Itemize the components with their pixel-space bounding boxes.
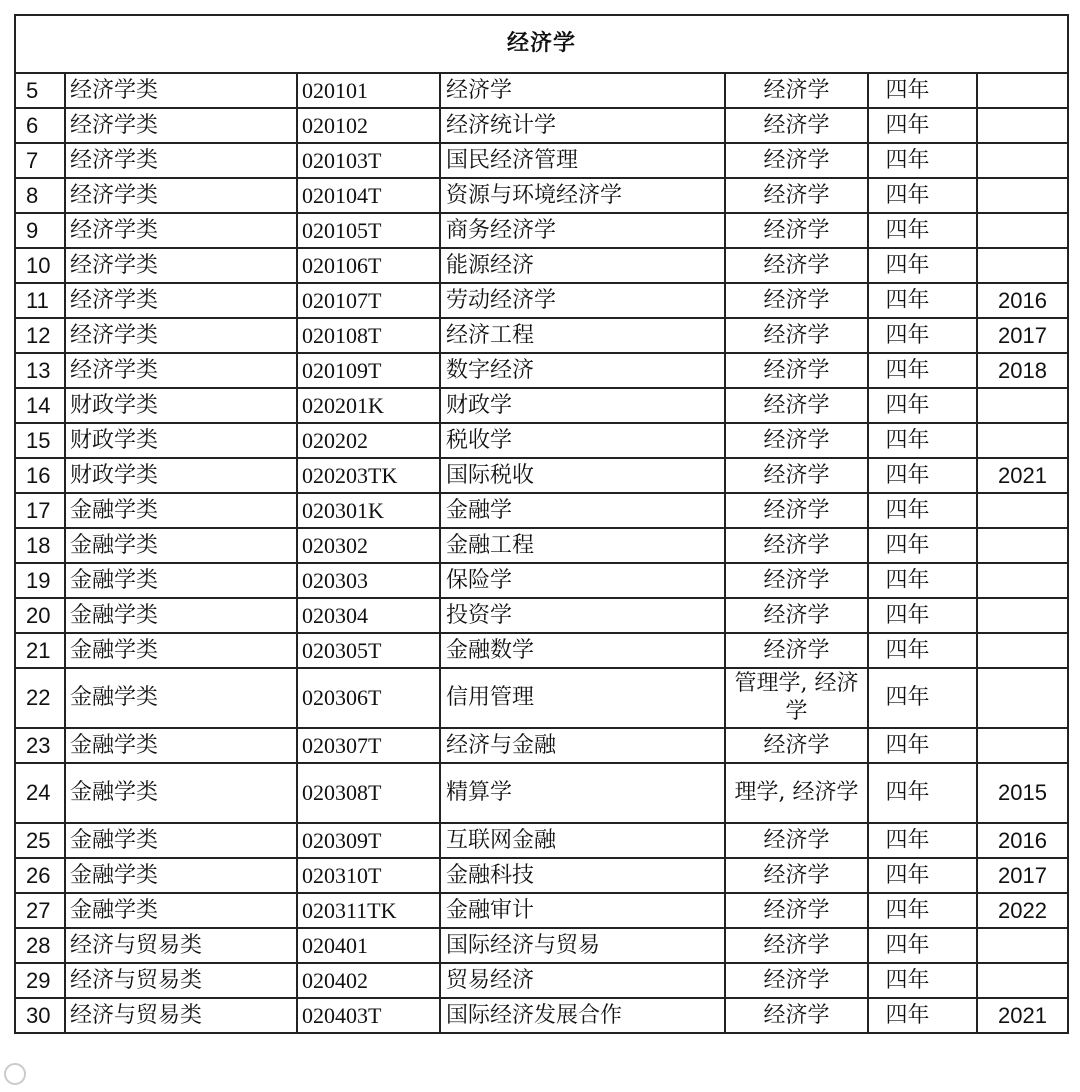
row-number: 7 (15, 143, 65, 178)
row-number: 13 (15, 353, 65, 388)
degree-cell: 经济学 (725, 563, 868, 598)
row-number: 16 (15, 458, 65, 493)
code-cell: 020301K (297, 493, 440, 528)
table-row (15, 858, 1068, 893)
row-number: 9 (15, 213, 65, 248)
row-number: 23 (15, 728, 65, 763)
year-added-cell (977, 423, 1068, 458)
degree-cell: 经济学 (725, 213, 868, 248)
code-cell: 020109T (297, 353, 440, 388)
year-added-cell: 2018 (977, 353, 1068, 388)
category-cell: 金融学类 (65, 893, 297, 928)
row-number: 6 (15, 108, 65, 143)
degree-cell: 经济学 (725, 388, 868, 423)
major-name-cell: 国际经济与贸易 (440, 928, 725, 963)
table-row (15, 493, 1068, 528)
major-name-cell: 信用管理 (440, 668, 725, 728)
category-cell: 金融学类 (65, 493, 297, 528)
category-cell: 金融学类 (65, 823, 297, 858)
category-cell: 经济学类 (65, 318, 297, 353)
category-cell: 金融学类 (65, 598, 297, 633)
row-number: 12 (15, 318, 65, 353)
duration-cell: 四年 (868, 353, 977, 388)
category-cell: 金融学类 (65, 668, 297, 728)
degree-cell: 经济学 (725, 728, 868, 763)
major-name-cell: 保险学 (440, 563, 725, 598)
table-row (15, 283, 1068, 318)
category-cell: 经济学类 (65, 73, 297, 108)
table-row (15, 893, 1068, 928)
code-cell: 020101 (297, 73, 440, 108)
row-number: 30 (15, 998, 65, 1033)
category-cell: 金融学类 (65, 728, 297, 763)
code-cell: 020202 (297, 423, 440, 458)
duration-cell: 四年 (868, 423, 977, 458)
degree-cell: 理学, 经济学 (725, 763, 868, 823)
major-name-cell: 经济工程 (440, 318, 725, 353)
duration-cell: 四年 (868, 763, 977, 823)
degree-cell: 经济学 (725, 598, 868, 633)
major-name-cell: 金融工程 (440, 528, 725, 563)
year-added-cell (977, 248, 1068, 283)
table-row (15, 388, 1068, 423)
row-number: 18 (15, 528, 65, 563)
major-name-cell: 金融学 (440, 493, 725, 528)
year-added-cell (977, 493, 1068, 528)
table-row (15, 353, 1068, 388)
table-row (15, 668, 1068, 728)
duration-cell: 四年 (868, 73, 977, 108)
row-number: 22 (15, 668, 65, 728)
code-cell: 020201K (297, 388, 440, 423)
major-name-cell: 税收学 (440, 423, 725, 458)
row-number: 29 (15, 963, 65, 998)
table-row (15, 563, 1068, 598)
category-cell: 财政学类 (65, 458, 297, 493)
duration-cell: 四年 (868, 563, 977, 598)
major-name-cell: 能源经济 (440, 248, 725, 283)
row-number: 25 (15, 823, 65, 858)
watermark (4, 1060, 32, 1085)
duration-cell: 四年 (868, 143, 977, 178)
code-cell: 020304 (297, 598, 440, 633)
table-row (15, 823, 1068, 858)
code-cell: 020401 (297, 928, 440, 963)
degree-cell: 管理学, 经济学 (725, 668, 868, 728)
table-row (15, 928, 1068, 963)
duration-cell: 四年 (868, 598, 977, 633)
row-number: 24 (15, 763, 65, 823)
code-cell: 020302 (297, 528, 440, 563)
category-cell: 经济学类 (65, 143, 297, 178)
year-added-cell: 2021 (977, 998, 1068, 1033)
duration-cell: 四年 (868, 668, 977, 728)
code-cell: 020108T (297, 318, 440, 353)
category-cell: 金融学类 (65, 763, 297, 823)
major-name-cell: 劳动经济学 (440, 283, 725, 318)
majors-table (14, 14, 1069, 1034)
row-number: 28 (15, 928, 65, 963)
year-added-cell: 2021 (977, 458, 1068, 493)
code-cell: 020203TK (297, 458, 440, 493)
code-cell: 020311TK (297, 893, 440, 928)
table-row (15, 633, 1068, 668)
category-cell: 经济学类 (65, 353, 297, 388)
row-number: 17 (15, 493, 65, 528)
year-added-cell (977, 213, 1068, 248)
degree-cell: 经济学 (725, 633, 868, 668)
duration-cell: 四年 (868, 248, 977, 283)
duration-cell: 四年 (868, 823, 977, 858)
row-number: 5 (15, 73, 65, 108)
table-row (15, 108, 1068, 143)
table-row (15, 963, 1068, 998)
table-row (15, 528, 1068, 563)
code-cell: 020105T (297, 213, 440, 248)
degree-cell: 经济学 (725, 893, 868, 928)
table-row (15, 998, 1068, 1033)
category-cell: 经济学类 (65, 178, 297, 213)
category-cell: 经济学类 (65, 108, 297, 143)
degree-cell: 经济学 (725, 858, 868, 893)
table-row (15, 728, 1068, 763)
row-number: 20 (15, 598, 65, 633)
degree-cell: 经济学 (725, 178, 868, 213)
code-cell: 020305T (297, 633, 440, 668)
table-row (15, 73, 1068, 108)
row-number: 14 (15, 388, 65, 423)
table-row (15, 178, 1068, 213)
code-cell: 020309T (297, 823, 440, 858)
table-row (15, 763, 1068, 823)
major-name-cell: 数字经济 (440, 353, 725, 388)
degree-cell: 经济学 (725, 108, 868, 143)
table-title: 经济学 (15, 15, 1068, 73)
category-cell: 财政学类 (65, 388, 297, 423)
degree-cell: 经济学 (725, 318, 868, 353)
degree-cell: 经济学 (725, 928, 868, 963)
code-cell: 020310T (297, 858, 440, 893)
degree-cell: 经济学 (725, 353, 868, 388)
row-number: 21 (15, 633, 65, 668)
row-number: 27 (15, 893, 65, 928)
code-cell: 020104T (297, 178, 440, 213)
year-added-cell (977, 598, 1068, 633)
duration-cell: 四年 (868, 493, 977, 528)
year-added-cell: 2022 (977, 893, 1068, 928)
category-cell: 经济与贸易类 (65, 928, 297, 963)
year-added-cell (977, 668, 1068, 728)
major-name-cell: 金融科技 (440, 858, 725, 893)
code-cell: 020306T (297, 668, 440, 728)
year-added-cell (977, 928, 1068, 963)
year-added-cell (977, 728, 1068, 763)
category-cell: 金融学类 (65, 633, 297, 668)
year-added-cell (977, 963, 1068, 998)
major-name-cell: 经济学 (440, 73, 725, 108)
code-cell: 020308T (297, 763, 440, 823)
row-number: 10 (15, 248, 65, 283)
code-cell: 020307T (297, 728, 440, 763)
degree-cell: 经济学 (725, 493, 868, 528)
major-name-cell: 金融数学 (440, 633, 725, 668)
major-name-cell: 互联网金融 (440, 823, 725, 858)
duration-cell: 四年 (868, 108, 977, 143)
code-cell: 020102 (297, 108, 440, 143)
year-added-cell (977, 388, 1068, 423)
duration-cell: 四年 (868, 998, 977, 1033)
degree-cell: 经济学 (725, 143, 868, 178)
duration-cell: 四年 (868, 728, 977, 763)
table-row (15, 598, 1068, 633)
category-cell: 金融学类 (65, 858, 297, 893)
degree-cell: 经济学 (725, 73, 868, 108)
duration-cell: 四年 (868, 283, 977, 318)
year-added-cell: 2017 (977, 318, 1068, 353)
major-name-cell: 国民经济管理 (440, 143, 725, 178)
degree-cell: 经济学 (725, 823, 868, 858)
year-added-cell (977, 108, 1068, 143)
year-added-cell: 2015 (977, 763, 1068, 823)
category-cell: 金融学类 (65, 528, 297, 563)
year-added-cell (977, 178, 1068, 213)
degree-cell: 经济学 (725, 283, 868, 318)
duration-cell: 四年 (868, 213, 977, 248)
code-cell: 020403T (297, 998, 440, 1033)
table-row (15, 213, 1068, 248)
major-name-cell: 经济与金融 (440, 728, 725, 763)
table-row (15, 458, 1068, 493)
degree-cell: 经济学 (725, 248, 868, 283)
category-cell: 经济学类 (65, 248, 297, 283)
major-name-cell: 精算学 (440, 763, 725, 823)
year-added-cell: 2016 (977, 283, 1068, 318)
degree-cell: 经济学 (725, 423, 868, 458)
year-added-cell (977, 563, 1068, 598)
table-row (15, 318, 1068, 353)
degree-cell: 经济学 (725, 998, 868, 1033)
code-cell: 020402 (297, 963, 440, 998)
major-name-cell: 经济统计学 (440, 108, 725, 143)
watermark-logo-icon (4, 1063, 26, 1085)
category-cell: 经济与贸易类 (65, 963, 297, 998)
code-cell: 020107T (297, 283, 440, 318)
duration-cell: 四年 (868, 528, 977, 563)
year-added-cell (977, 143, 1068, 178)
year-added-cell (977, 73, 1068, 108)
year-added-cell: 2016 (977, 823, 1068, 858)
duration-cell: 四年 (868, 858, 977, 893)
duration-cell: 四年 (868, 963, 977, 998)
title-row (15, 15, 1068, 73)
major-name-cell: 贸易经济 (440, 963, 725, 998)
row-number: 19 (15, 563, 65, 598)
row-number: 26 (15, 858, 65, 893)
code-cell: 020103T (297, 143, 440, 178)
row-number: 8 (15, 178, 65, 213)
year-added-cell: 2017 (977, 858, 1068, 893)
major-name-cell: 投资学 (440, 598, 725, 633)
major-name-cell: 商务经济学 (440, 213, 725, 248)
major-name-cell: 国际经济发展合作 (440, 998, 725, 1033)
year-added-cell (977, 528, 1068, 563)
table-row (15, 248, 1068, 283)
duration-cell: 四年 (868, 318, 977, 353)
duration-cell: 四年 (868, 458, 977, 493)
duration-cell: 四年 (868, 928, 977, 963)
code-cell: 020303 (297, 563, 440, 598)
year-added-cell (977, 633, 1068, 668)
duration-cell: 四年 (868, 388, 977, 423)
major-name-cell: 国际税收 (440, 458, 725, 493)
duration-cell: 四年 (868, 893, 977, 928)
degree-cell: 经济学 (725, 458, 868, 493)
degree-cell: 经济学 (725, 528, 868, 563)
row-number: 11 (15, 283, 65, 318)
code-cell: 020106T (297, 248, 440, 283)
category-cell: 经济与贸易类 (65, 998, 297, 1033)
row-number: 15 (15, 423, 65, 458)
major-name-cell: 资源与环境经济学 (440, 178, 725, 213)
duration-cell: 四年 (868, 178, 977, 213)
category-cell: 经济学类 (65, 213, 297, 248)
duration-cell: 四年 (868, 633, 977, 668)
table-row (15, 423, 1068, 458)
degree-cell: 经济学 (725, 963, 868, 998)
major-name-cell: 金融审计 (440, 893, 725, 928)
category-cell: 金融学类 (65, 563, 297, 598)
category-cell: 财政学类 (65, 423, 297, 458)
major-name-cell: 财政学 (440, 388, 725, 423)
table-row (15, 143, 1068, 178)
category-cell: 经济学类 (65, 283, 297, 318)
